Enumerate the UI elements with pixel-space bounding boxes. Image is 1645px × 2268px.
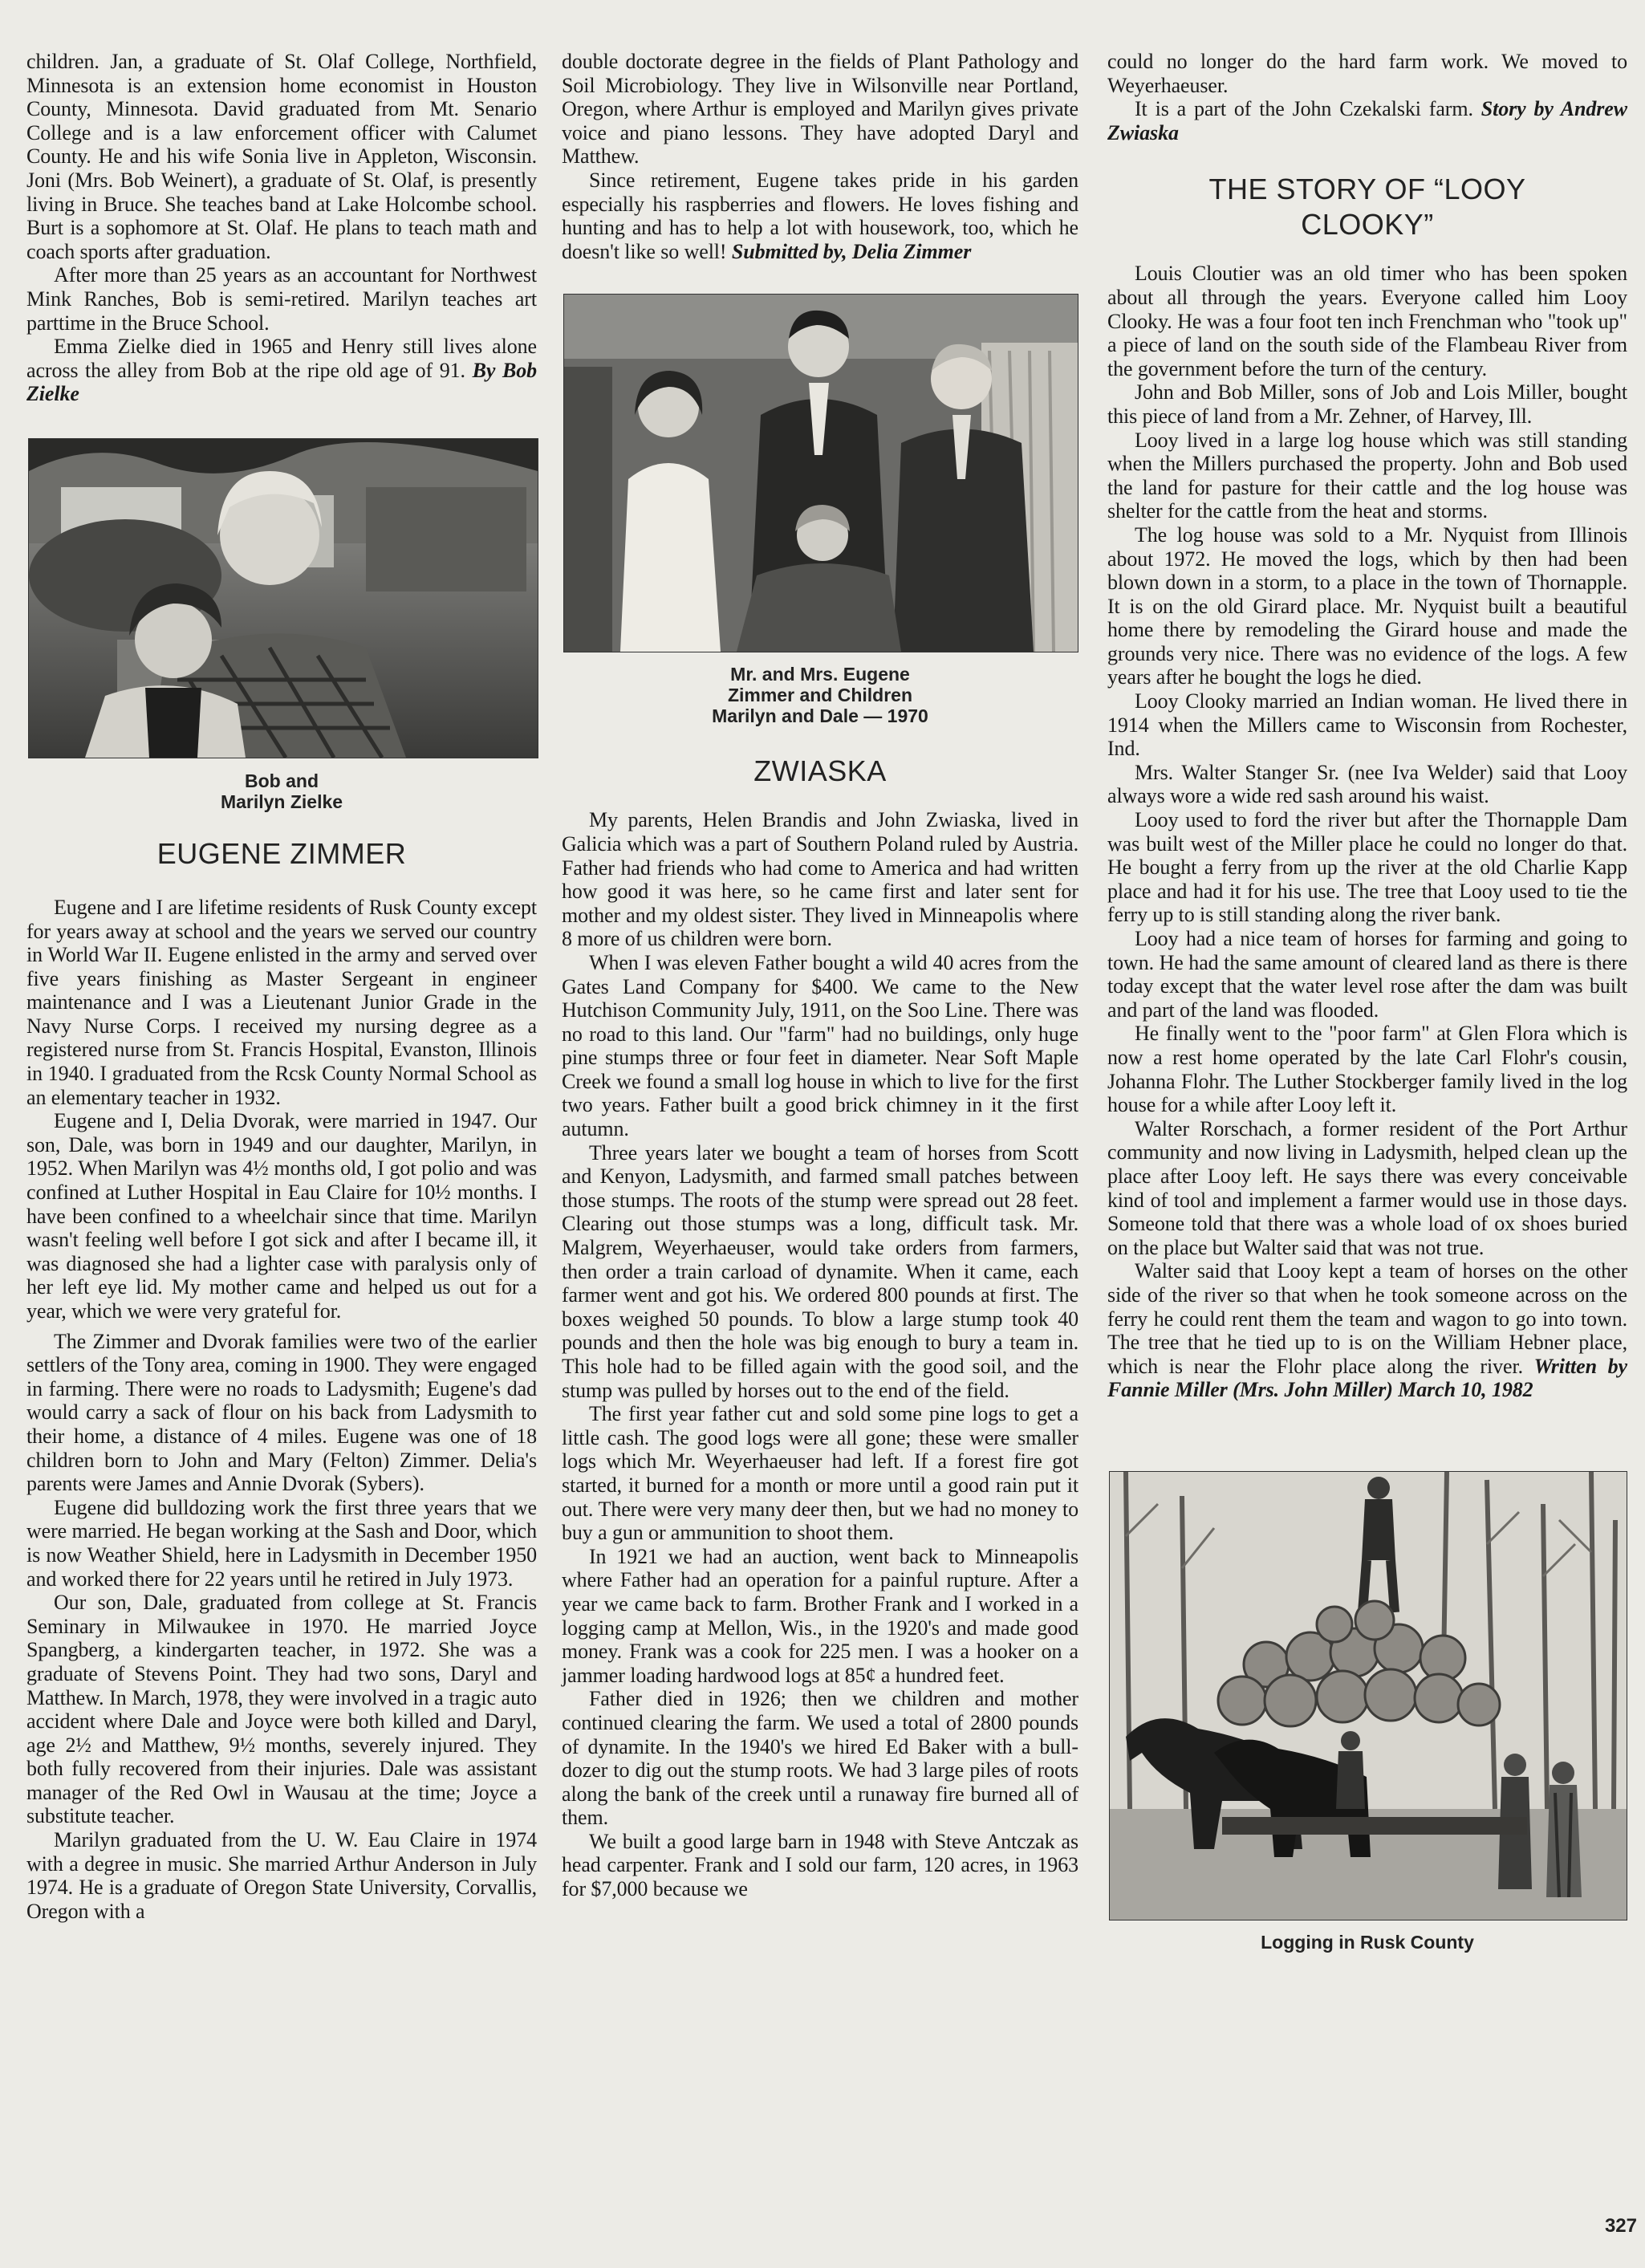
- caption-line: Marilyn and Dale — 1970: [712, 705, 928, 727]
- paragraph: Louis Cloutier was an old timer who has been spoken about all through the years. Everyone called him Looy Clooky. He was a four foot ten inch Frenchman who "took up" a piece of land on the south side of the Flambeau River from the government before the turn of the century.: [1107, 262, 1627, 380]
- paragraph: Eugene and I are lifetime residents of Rusk County except for years away at school and the years we served our country in World War II. Eugene enlisted in the army and served over five years finishing as Master Sergeant in engineer maintenance and I was a Lieutenant Junior Grade in the Navy Nurse Corps. I received my nursing degree as a registered nurse from St. Francis Hospital, Evanston, Illinois in 1940. I graduated from the Rcsk County Normal School as an elementary teacher in 1932.: [26, 895, 537, 1109]
- caption-line: Zimmer and Children: [727, 685, 913, 706]
- paragraph: After more than 25 years as an accountant for Northwest Mink Ranches, Bob is semi-retired. Marilyn teaches art parttime in the Bruce School.: [26, 263, 537, 335]
- column-3: [1107, 50, 1627, 1953]
- photo-logging-image: [1110, 1472, 1627, 1920]
- byline: By Bob Zielke: [26, 358, 538, 406]
- photo-bob-marilyn-zielke-image: [29, 439, 538, 758]
- heading-eugene-zimmer: EUGENE ZIMMER: [156, 836, 407, 870]
- paragraph: Looy lived in a large log house which was still standing when the Millers purchased the property. John and Bob used the land for pasture for their cattle and the log house was shelter for the cattle from the heat and storms.: [1107, 428, 1627, 523]
- paragraph: The first year father cut and sold some pine logs to get a little cash. The good logs were all gone; these were smaller logs which Mr. Weyerhaeuser had left. If a forest fire got started, it burned for a month or more until a good rain put it out. There were very many deer then, but we had no money to buy a gun or ammunition to shoot them.: [562, 1402, 1078, 1545]
- paragraph: He finally went to the "poor farm" at Glen Flora which is now a rest home operated by the late Carl Flohr's cousin, Johanna Flohr. The Luther Stockberger family lived in the log house for a while after Looy left it.: [1107, 1022, 1627, 1117]
- column-1: [26, 50, 537, 1923]
- heading-line: CLOOKY”: [1301, 208, 1434, 242]
- caption-line: Marilyn Zielke: [220, 791, 343, 812]
- paragraph: John and Bob Miller, sons of Job and Lois Miller, bought this piece of land from a Mr. Zehner, of Harvey, Ill.: [1107, 380, 1627, 428]
- caption-line: Mr. and Mrs. Eugene: [730, 664, 910, 685]
- paragraph: The log house was sold to a Mr. Nyquist from Illinois about 1972. He moved the logs, which by then had been blown down in a storm, to a place in the town of Thornapple. It is on the old Girard place. Mr. Nyquist built a beautiful home there by remodeling the Girard house and made the grounds very nice. There was no evidence of the logs. A few years after he bought the logs he died.: [1107, 522, 1627, 689]
- paragraph: My parents, Helen Brandis and John Zwiaska, lived in Galicia which was a part of Southern Poland ruled by Austria. Father had friends who had come to America and had written how good it was here, so he came first and later sent for mother and my oldest sister. They lived in Minneapolis where 8 more of us children were born.: [562, 808, 1078, 951]
- byline: Story by Andrew Zwiaska: [1107, 97, 1627, 144]
- paragraph: Eugene did bulldozing work the first three years that we were married. He began working at the Sash and Door, which is now Weather Shield, here in Ladysmith in December 1950 and worked there for 22 years until he retired in July 1973.: [26, 1495, 537, 1591]
- paragraph: When I was eleven Father bought a wild 40 acres from the Gates Land Company for $400. We came to the New Hutchison Community July, 1911, on the Soo Line. There was no road to this land. Our "farm" had no buildings, only huge pine stumps three or four feet in diameter. Near Soft Maple Creek we found a small log house in which to live for the first two years. Father built a good brick chimney in it the first autumn.: [562, 950, 1078, 1141]
- heading-story-of-looy-clooky: [1107, 172, 1627, 242]
- paragraph-text: It is a part of the John Czekalski farm.: [1135, 97, 1473, 121]
- zielke-story-end: [26, 50, 537, 406]
- paragraph: Eugene and I, Delia Dvorak, were married in 1947. Our son, Dale, was born in 1949 and our daughter, Marilyn, in 1952. When Marilyn was 4½ months old, I got polio and was confined at Luther Hospital in Eau Claire for 10½ months. I have been confined to a wheelchair since that time. Marilyn wasn't feeling well before I got sick and after I became ill, it was diagnosed she had a lighter case with paralysis only of her left eye lid. My mother came and helped us out for a year, which we were very grateful for.: [26, 1109, 537, 1323]
- paragraph: [1107, 1259, 1627, 1402]
- zimmer-story: [26, 896, 537, 1924]
- paragraph: We built a good large barn in 1948 with Steve Antczak as head carpenter. Frank and I sold our farm, 120 acres, in 1963 for $7,000 because we: [562, 1829, 1078, 1901]
- paragraph: Marilyn graduated from the U. W. Eau Claire in 1974 with a degree in music. She married Arthur Anderson in July 1974. He is a graduate of Oregon State University, Corvallis, Oregon with a: [26, 1828, 537, 1923]
- paragraph: Three years later we bought a team of horses from Scott and Kenyon, Ladysmith, and farmed small patches between those stumps. The roots of the stump were spread out 28 feet. Clearing out those stumps was a long, difficult task. Mr. Malgrem, Weyerhaeuser, would take orders from farmers, then order a train carload of dynamite. When it came, each farmer went and got his. We ordered 800 pounds at first. The boxes weighed 50 pounds. To blow a large stump took 40 pounds and then the hole was big enough to bury a team in. This hole had to be filled again with the good soil, and the stump was pulled by horses out to the end of the field.: [562, 1140, 1078, 1402]
- column-2: [562, 50, 1078, 1901]
- photo-caption-zielke: [26, 770, 537, 812]
- paragraph: [26, 335, 537, 406]
- looy-clooky-story: [1107, 262, 1627, 1402]
- paragraph: The Zimmer and Dvorak families were two of the earlier settlers of the Tony area, coming in 1900. They were engaged in farming. There were no roads to Ladysmith; Eugene's dad would carry a sack of flour on his back from Ladysmith to their home, a distance of 4 miles. Eugene was one of 18 children born to John and Mary (Felton) Zimmer. Delia's parents were James and Annie Dvorak (Sybers).: [26, 1329, 537, 1496]
- photo-caption-logging: Logging in Rusk County: [1261, 1931, 1474, 1953]
- heading-zwiaska: ZWIASKA: [753, 754, 887, 788]
- paragraph-text: Walter said that Looy kept a team of horses on the other side of the river so that when he took someone across on the ferry he could rent them the team and wagon to go into town. The tree that he tied up to is on the William Hebner place, which is near the Flohr place along the river.: [1107, 1259, 1627, 1378]
- paragraph: [562, 169, 1078, 263]
- photo-eugene-zimmer-family-image: [564, 295, 1078, 652]
- paragraph: Mrs. Walter Stanger Sr. (nee Iva Welder) said that Looy always wore a wide red sash around his waist.: [1107, 760, 1627, 808]
- byline: Submitted by, Delia Zimmer: [731, 239, 972, 263]
- paragraph: In 1921 we had an auction, went back to Minneapolis where Father had an operation for a painful rupture. After a year we came back to farm. Brother Frank and I worked in a logging camp at Mellon, Wis., in the 1920's and made good money. Frank was a cook for 225 men. I was a hooker on a jammer loading hardwood logs at 85¢ a hundred feet.: [562, 1544, 1078, 1687]
- photo-bob-marilyn-zielke: [28, 438, 538, 758]
- paragraph: could no longer do the hard farm work. We moved to Weyerhaeuser.: [1107, 50, 1627, 97]
- paragraph: Looy used to ford the river but after the Thornapple Dam was built west of the Miller place he could no longer do that. He bought a ferry from up the river at the old Charlie Kapp place and had it for his use. The tree that Looy used to tie the ferry up to is still standing along the river bank.: [1107, 808, 1627, 927]
- byline: Written by Fannie Miller (Mrs. John Miller) March 10, 1982: [1107, 1354, 1627, 1402]
- paragraph: children. Jan, a graduate of St. Olaf College, Northfield, Minnesota is an extension home economist in Houston County, Minnesota. David graduated from Mt. Senario College and is a law enforcement officer with Calumet County. He and his wife Sonia live in Appleton, Wisconsin. Joni (Mrs. Bob Weinert), a graduate of St. Olaf, is presently living in Bruce. She teaches band at Lake Holcombe school. Burt is a sophomore at St. Olaf. He plans to teach math and coach sports after graduation.: [26, 50, 537, 263]
- paragraph-text: Since retirement, Eugene takes pride in his garden especially his raspberries and flowers. He loves fishing and hunting and has to help a lot with housework, too, which he doesn't like so well!: [562, 168, 1078, 263]
- zwiaska-story: [562, 808, 1078, 1900]
- paragraph: Walter Rorschach, a former resident of the Port Arthur community and now living in Ladysmith, helped clean up the place after Looy left. He says there was every conceivable kind of tool and implement a farmer would use in those days. Someone told that there was a whole load of ox shoes buried on the place but Walter said that was not true.: [1107, 1116, 1627, 1259]
- page-number: 327: [1604, 2215, 1637, 2237]
- paragraph: Looy Clooky married an Indian woman. He lived there in 1914 when the Millers came to Wisconsin from Rochester, Ind.: [1107, 689, 1627, 761]
- paragraph: [1107, 97, 1627, 144]
- paragraph: double doctorate degree in the fields of Plant Pathology and Soil Microbiology. They live in Wilsonville near Portland, Oregon, where Arthur is employed and Marilyn gives private voice and piano lessons. They have adopted Daryl and Matthew.: [562, 50, 1078, 169]
- photo-caption-zimmer: [562, 664, 1078, 726]
- paragraph: Father died in 1926; then we children and mother continued clearing the farm. We used a total of 2800 pounds of dynamite. In the 1940's we hired Ed Baker with a bull-dozer to dig out the stump roots. We had 3 large piles of roots along the bank of the creek until a runaway fire burned all of them.: [562, 1687, 1078, 1830]
- photo-eugene-zimmer-family: [563, 294, 1078, 652]
- paragraph: Looy had a nice team of horses for farming and going to town. He had the same amount of cleared land as there is there today except that the water level rose after the dam was built and part of the land was flooded.: [1107, 927, 1627, 1022]
- photo-logging-rusk-county: [1109, 1471, 1627, 1920]
- paragraph-text: Emma Zielke died in 1965 and Henry still lives alone across the alley from Bob at the ripe old age of 91.: [26, 335, 537, 382]
- heading-line: THE STORY OF “LOOY: [1208, 173, 1526, 206]
- paragraph: Our son, Dale, graduated from college at St. Francis Seminary in Milwaukee in 1970. He married Joyce Spangberg, a kindergarten teacher, in 1972. She was a graduate of Stevens Point. They had two sons, Daryl and Matthew. In March, 1978, they were involved in a tragic auto accident where Dale and Joyce were both killed and Daryl, age 2½ and Matthew, 9½ months, severely injured. They both fully recovered from their injuries. Dale was assistant manager of the Red Owl in Wausau at the time; Joyce a substitute teacher.: [26, 1591, 537, 1828]
- caption-line: Bob and: [245, 770, 319, 791]
